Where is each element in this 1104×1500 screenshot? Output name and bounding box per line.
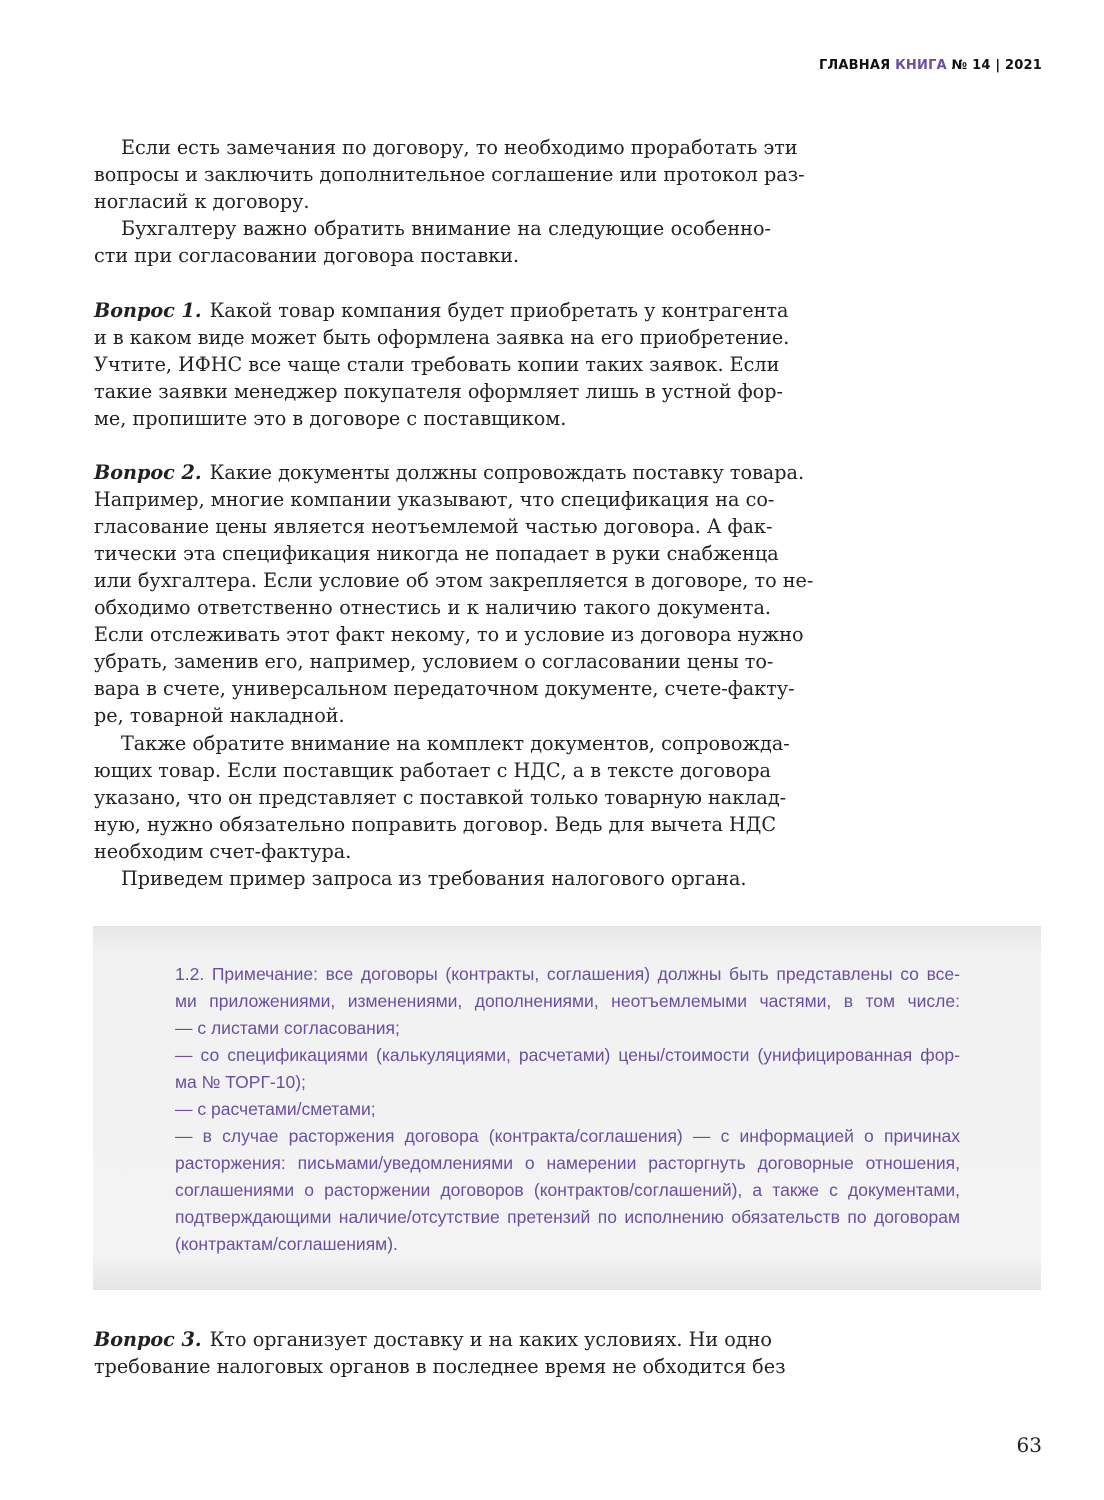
quote-line: 1.2. Примечание: все договоры (контракты, соглашения) должны быть представлены со все-	[175, 964, 960, 984]
line-text: Учтите, ИФНС все чаще стали требовать копии таких заявок. Если	[94, 353, 780, 376]
text-line	[94, 675, 795, 702]
paragraph	[94, 297, 790, 432]
brand-part-1: ГЛАВНАЯ	[818, 58, 891, 73]
paragraph	[94, 134, 805, 215]
text-line	[94, 1353, 786, 1380]
line-text: ре, товарной накладной.	[94, 704, 345, 727]
running-header	[819, 58, 1042, 73]
line-text: или бухгалтера. Если условие об этом закрепляется в договоре, то не-	[94, 569, 814, 592]
text-line	[94, 378, 783, 405]
line-text: Если отслеживать этот факт некому, то и условие из договора нужно	[94, 623, 804, 646]
line-text: необходим счет-фактура.	[94, 840, 352, 863]
quote-line: (контрактам/соглашениям).	[175, 1234, 398, 1254]
text-line	[94, 757, 771, 784]
paragraph	[94, 215, 771, 269]
line-text: ющих товар. Если поставщик работает с НДС, а в тексте договора	[94, 759, 771, 782]
line-text: Если есть замечания по договору, то необходимо проработать эти	[121, 136, 798, 159]
text-line	[94, 594, 771, 621]
text-line	[94, 242, 771, 269]
text-line	[94, 215, 771, 242]
text-line	[94, 161, 805, 188]
text-line	[94, 730, 790, 757]
line-text: гласование цены является неотъемлемой частью договора. А фак-	[94, 515, 773, 538]
quote-line: ма № ТОРГ-10);	[175, 1072, 306, 1092]
text-line	[94, 405, 771, 432]
line-text: Кто организует доставку и на каких условиях. Ни одно	[209, 1328, 772, 1351]
line-text: ную, нужно обязательно поправить договор. Ведь для вычета НДС	[94, 813, 777, 836]
line-text: вопросы и заключить дополнительное соглашение или протокол раз-	[94, 163, 805, 186]
question-lead: Вопрос 3.	[94, 1328, 202, 1351]
paragraph	[94, 459, 814, 729]
question-lead: Вопрос 2.	[94, 461, 202, 484]
text-line	[94, 188, 771, 215]
text-line	[94, 486, 775, 513]
text-line	[94, 459, 805, 486]
text-line	[94, 1326, 771, 1353]
text-line	[94, 134, 798, 161]
quote-line: ми приложениями, изменениями, дополнениями, неотъемлемыми частями, в том числе:	[175, 991, 960, 1011]
quote-line: соглашениями о расторжении договоров (контрактов/соглашений), а также с документами,	[175, 1180, 960, 1200]
quote-line: подтверждающими наличие/отсутствие претензий по исполнению обязательств по договорам	[175, 1207, 960, 1227]
paragraph	[94, 730, 790, 865]
text-line	[94, 621, 804, 648]
line-text: вара в счете, универсальном передаточном документе, счете-факту-	[94, 677, 795, 700]
line-text: ногласий к договору.	[94, 190, 310, 213]
text-line	[94, 648, 774, 675]
text-line	[94, 324, 790, 351]
text-line	[94, 784, 787, 811]
paragraph	[94, 1326, 786, 1380]
line-text: Какие документы должны сопровождать поставку товара.	[209, 461, 805, 484]
text-line	[94, 865, 771, 892]
issue-number: № 14 | 2021	[951, 58, 1042, 73]
question-lead: Вопрос 1.	[94, 299, 202, 322]
tax-request-quote-box	[93, 926, 1041, 1290]
quote-line: — с листами согласования;	[175, 1018, 400, 1038]
line-text: такие заявки менеджер покупателя оформляет лишь в устной фор-	[94, 380, 783, 403]
line-text: Также обратите внимание на комплект документов, сопровожда-	[121, 732, 790, 755]
line-text: Приведем пример запроса из требования налогового органа.	[121, 867, 747, 890]
line-text: требование налоговых органов в последнее время не обходится без	[94, 1355, 786, 1378]
text-line	[94, 702, 771, 729]
page-number: 63	[1016, 1433, 1042, 1457]
line-text: сти при согласовании договора поставки.	[94, 244, 520, 267]
line-text: ме, пропишите это в договоре с поставщиком.	[94, 407, 567, 430]
line-text: указано, что он представляет с поставкой только товарную наклад-	[94, 786, 787, 809]
text-line	[94, 567, 814, 594]
brand-part-2: КНИГА	[895, 58, 947, 73]
line-text: и в каком виде может быть оформлена заявка на его приобретение.	[94, 326, 790, 349]
line-text: Какой товар компания будет приобретать у контрагента	[209, 299, 789, 322]
line-text: Например, многие компании указывают, что спецификация на со-	[94, 488, 775, 511]
text-line	[94, 838, 771, 865]
quote-line: расторжения: письмами/уведомлениями о намерении расторгнуть договорные отношения,	[175, 1153, 960, 1173]
text-line	[94, 513, 771, 540]
quote-line: — в случае расторжения договора (контракта/соглашения) — с информацией о причинах	[175, 1126, 960, 1146]
text-line	[94, 351, 780, 378]
text-line	[94, 811, 777, 838]
paragraph	[94, 865, 771, 892]
quote-line: — со спецификациями (калькуляциями, расчетами) цены/стоимости (унифицированная фор-	[175, 1045, 960, 1065]
text-line	[94, 297, 789, 324]
line-text: тически эта спецификация никогда не попадает в руки снабженца	[94, 542, 779, 565]
line-text: Бухгалтеру важно обратить внимание на следующие особенно-	[121, 217, 771, 240]
quote-line: — с расчетами/сметами;	[175, 1099, 376, 1119]
line-text: обходимо ответственно отнестись и к наличию такого документа.	[94, 596, 771, 619]
line-text: убрать, заменив его, например, условием о согласовании цены то-	[94, 650, 774, 673]
text-line	[94, 540, 779, 567]
